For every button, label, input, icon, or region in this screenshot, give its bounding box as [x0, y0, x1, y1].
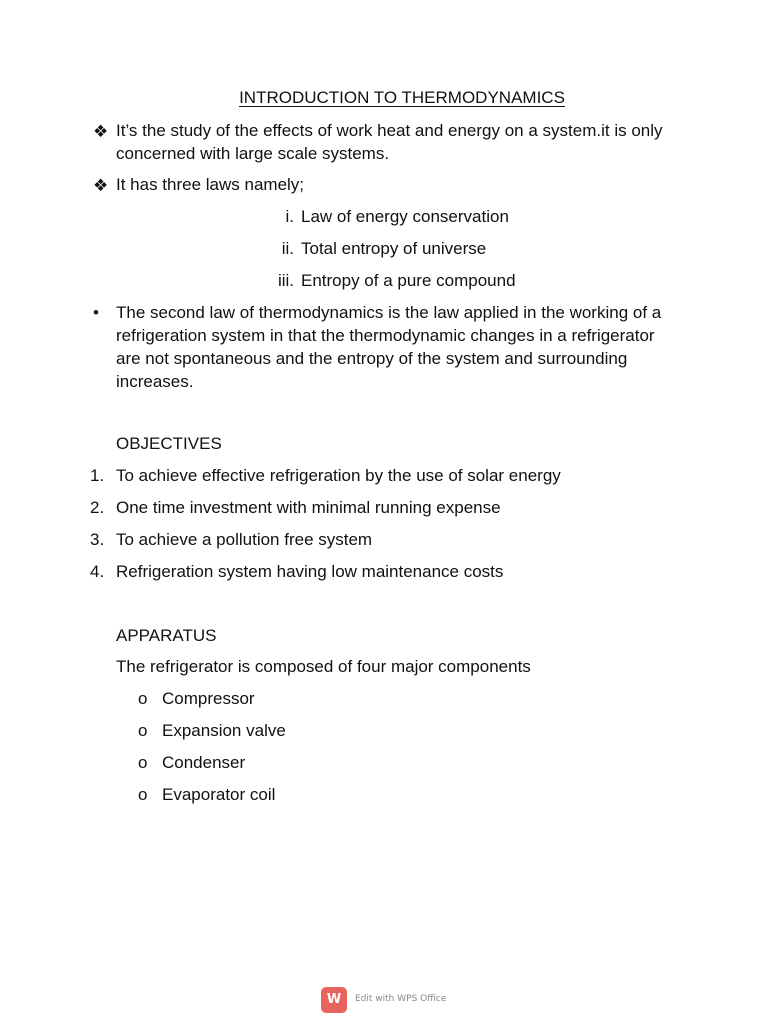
law-text: Entropy of a pure compound	[301, 271, 516, 290]
objective-text: One time investment with minimal running expense	[116, 498, 501, 517]
apparatus-heading: APPARATUS	[116, 626, 217, 645]
law-text: Total entropy of universe	[301, 239, 487, 258]
list-number: 3.	[90, 530, 105, 549]
wps-watermark-text: Edit with WPS Office	[355, 994, 447, 1004]
roman-numeral: ii.	[281, 239, 294, 258]
list-item-text: It has three laws namely;	[116, 175, 305, 194]
apparatus-intro: The refrigerator is composed of four major components	[116, 657, 531, 676]
wps-watermark[interactable]	[321, 987, 481, 1013]
circle-bullet-icon: o	[138, 721, 148, 740]
component-text: Expansion valve	[162, 721, 286, 740]
circle-bullet-icon: o	[138, 785, 148, 804]
dot-bullet-icon: •	[93, 303, 99, 322]
roman-numeral: i.	[285, 207, 294, 226]
circle-bullet-icon: o	[138, 753, 148, 772]
list-number: 1.	[90, 466, 105, 485]
list-item-text: The second law of thermodynamics is the law applied in the working of a refrigeration system in that the thermodynamic changes in a refrigerator are not spontaneous and the entropy of the system and surrounding increases.	[116, 303, 662, 391]
list-item-text: It’s the study of the effects of work heat and energy on a system.it is only concerned with large scale systems.	[116, 121, 663, 163]
objective-text: Refrigeration system having low maintenance costs	[116, 562, 504, 581]
diamond-bullet-icon: ❖	[93, 122, 109, 141]
wps-logo-icon: W	[321, 987, 347, 1013]
objective-text: To achieve a pollution free system	[116, 530, 373, 549]
component-text: Condenser	[162, 753, 246, 772]
component-text: Compressor	[162, 689, 255, 708]
list-number: 4.	[90, 562, 105, 581]
roman-numeral: iii.	[277, 271, 294, 290]
component-text: Evaporator coil	[162, 785, 276, 804]
list-number: 2.	[90, 498, 105, 517]
circle-bullet-icon: o	[138, 689, 148, 708]
document-title: INTRODUCTION TO THERMODYNAMICS	[239, 88, 565, 107]
law-text: Law of energy conservation	[301, 207, 509, 226]
diamond-bullet-icon: ❖	[93, 176, 109, 195]
objective-text: To achieve effective refrigeration by the use of solar energy	[116, 466, 561, 485]
objectives-heading: OBJECTIVES	[116, 434, 222, 453]
